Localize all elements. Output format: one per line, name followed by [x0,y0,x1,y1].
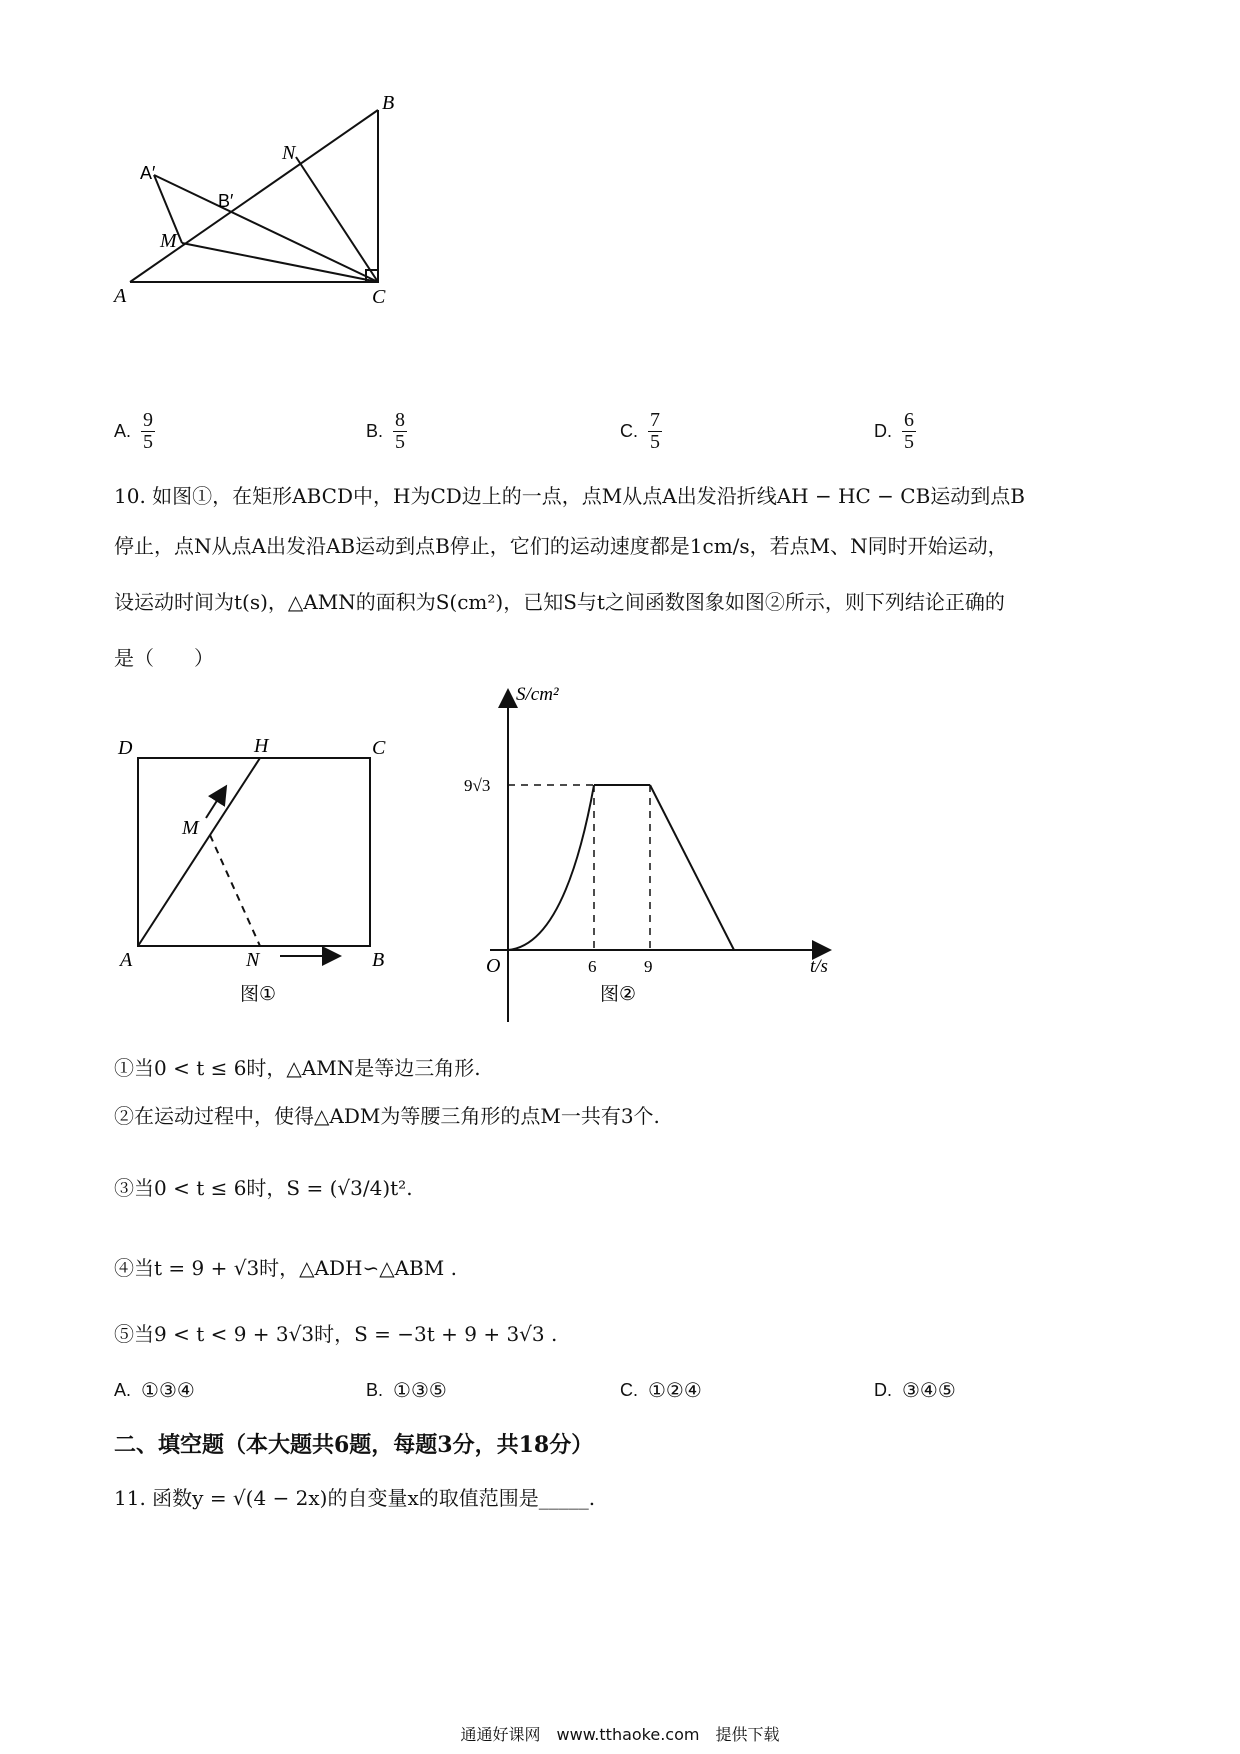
denominator: 5 [143,431,154,453]
statement-4: ④当t = 9 + √3时，△ADH∽△ABM . [114,1256,457,1280]
q10-line-3: 设运动时间为t(s)，△AMN的面积为S(cm²)，已知S与t之间函数图象如图②所示，则下列结论正确的 [114,590,1005,614]
y-axis-label: S/cm² [516,684,559,705]
label-A: A [120,949,133,971]
option-label: A. [114,421,132,441]
q9-option-b[interactable] [366,410,407,453]
label-A: A [114,285,127,307]
numerator: 9 [143,409,154,431]
q11-question: 11. 函数y = √(4 − 2x)的自变量x的取值范围是_____. [114,1486,596,1510]
page-footer: 通通好课网 www.tthaoke.com 提供下载 [460,1725,780,1744]
fraction [393,410,407,453]
label-C: C [372,737,386,759]
numerator: 6 [904,409,914,431]
numerator: 8 [395,409,406,431]
statement-5: ⑤当9 < t < 9 + 3√3时，S = −3t + 9 + 3√3 . [114,1322,558,1346]
denominator: 5 [395,431,406,453]
label-C: C [372,286,386,308]
section-heading: 二、填空题（本大题共6题，每题3分，共18分） [114,1432,594,1458]
x-axis-label: t/s [810,956,828,977]
figure-2-graph [450,680,850,1030]
option-label: B. [366,421,384,441]
option-label: C. [620,421,638,441]
label-M: M [160,230,177,252]
option-label: D. [874,421,892,441]
q9-option-a[interactable] [114,410,155,453]
label-A-prime: A′ [140,163,156,183]
label-N: N [282,142,296,164]
y-tick-label: 9√3 [464,776,491,795]
label-B: B [372,949,385,971]
q10-option-a[interactable] [114,1378,195,1402]
fraction [648,410,662,453]
option-value: ①③④ [141,1378,195,1402]
q10-line-1: 10. 如图①，在矩形ABCD中，H为CD边上的一点，点M从点A出发沿折线AH − HC − CB运动到点B [114,484,1025,508]
option-label: A. [114,1379,132,1400]
fraction [902,410,916,453]
option-label: B. [366,1379,384,1400]
origin-label: O [486,955,501,977]
statement-3: ③当0 < t ≤ 6时，S = (√3/4)t². [114,1176,413,1200]
denominator: 5 [650,431,660,453]
label-B: B [382,95,395,114]
denominator: 5 [904,431,914,453]
q9-option-d[interactable] [874,410,916,453]
option-value: ③④⑤ [902,1378,956,1402]
figure-2-caption: 图② [600,984,637,1005]
label-N: N [246,949,260,971]
q10-line-2: 停止，点N从点A出发沿AB运动到点B停止，它们的运动速度都是1cm/s，若点M、N同时开始运动， [114,534,1008,558]
figure-1-caption: 图① [240,984,277,1005]
option-label: C. [620,1379,638,1400]
figure-1-rectangle [110,730,410,1010]
numerator: 7 [650,409,660,431]
q10-option-c[interactable] [620,1378,702,1402]
option-label: D. [874,1379,892,1400]
label-D: D [118,737,133,759]
statement-1: ①当0 < t ≤ 6时，△AMN是等边三角形. [114,1056,481,1080]
q10-line-4: 是（ ） [114,646,214,670]
statement-2: ②在运动过程中，使得△ADM为等腰三角形的点M一共有3个. [114,1104,660,1128]
q9-option-c[interactable] [620,410,662,453]
option-value: ①②④ [648,1378,702,1402]
label-H: H [254,735,269,757]
q10-option-d[interactable] [874,1378,956,1402]
q9-triangle-figure [110,95,440,345]
label-B-prime: B′ [218,191,234,211]
option-value: ①③⑤ [393,1378,447,1402]
fraction [141,410,155,453]
q10-option-b[interactable] [366,1378,447,1402]
x-tick-6: 6 [588,957,597,976]
label-M: M [182,817,199,839]
x-tick-9: 9 [644,957,653,976]
